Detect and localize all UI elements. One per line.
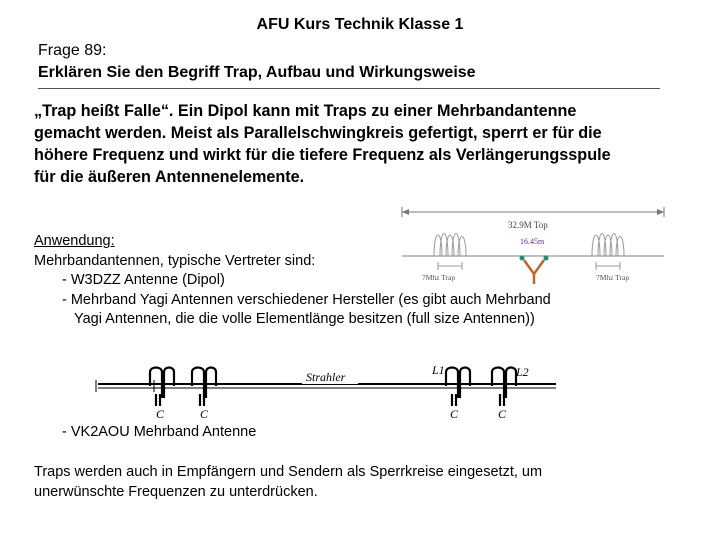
center-length-label: 16.45m — [520, 237, 545, 246]
answer-line: für die äußeren Antennenelemente. — [34, 168, 305, 186]
page-title: AFU Kurs Technik Klasse 1 — [256, 16, 464, 33]
cap-label: C — [450, 407, 459, 421]
dimension-arrow — [402, 207, 664, 217]
left-trap-label: 7Mhz Trap — [422, 273, 456, 282]
application-intro: Mehrbandantennen, typische Vertreter sind: — [34, 252, 316, 269]
right-trap-coil-icon — [592, 234, 624, 271]
application-heading: Anwendung: — [34, 233, 115, 249]
cap-label: C — [200, 407, 209, 421]
cap-label: C — [498, 407, 507, 421]
question-label: Frage 89: — [38, 42, 107, 59]
total-length-label: 32.9M Top — [508, 220, 548, 230]
trap-coil-icon — [446, 368, 516, 407]
closing-line: unerwünschte Frequenzen zu unterdrücken. — [34, 484, 318, 500]
l2-label: L2 — [516, 365, 529, 379]
left-trap-coil-icon — [434, 234, 466, 271]
answer-line: „Trap heißt Falle“. Ein Dipol kann mit Traps zu einer Mehrbandantenne — [34, 102, 577, 120]
vk2aou-antenna-diagram — [94, 358, 564, 422]
divider-line — [38, 88, 660, 89]
answer-line: höhere Frequenz und wirkt für die tiefere Frequenz als Verlängerungsspule — [34, 146, 611, 164]
right-trap-label: 7Mhz Trap — [596, 273, 630, 282]
cap-label: C — [156, 407, 165, 421]
answer-paragraph — [34, 100, 684, 188]
closing-line: Traps werden auch in Empfängern und Sendern als Sperrkreise eingesetzt, um — [34, 464, 543, 480]
trap-coil-icon — [150, 368, 216, 407]
application-item: - VK2AOU Mehrband Antenne — [62, 424, 257, 440]
application-item: - W3DZZ Antenne (Dipol) — [62, 272, 225, 288]
answer-line: gemacht werden. Meist als Parallelschwingkreis gefertigt, sperrt er für die — [34, 124, 602, 142]
feedpoint-icon — [520, 256, 549, 285]
application-item: - Mehrband Yagi Antennen verschiedener Hersteller (es gibt auch Mehrband — [62, 291, 551, 308]
end-ticks — [96, 380, 154, 392]
l1-label: L1 — [432, 363, 445, 377]
application-item-continued: Yagi Antennen, die die volle Elementlänge besitzen (full size Antennen)) — [74, 311, 535, 327]
question-text: Erklären Sie den Begriff Trap, Aufbau und Wirkungsweise — [38, 64, 476, 81]
w3dzz-dipole-diagram — [396, 204, 676, 288]
radiator-label: Strahler — [306, 370, 346, 384]
closing-paragraph — [34, 462, 674, 502]
